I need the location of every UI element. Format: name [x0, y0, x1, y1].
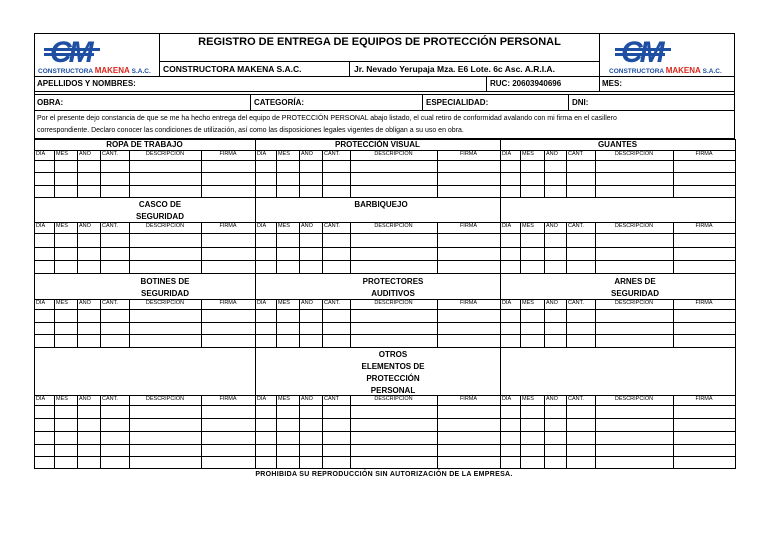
entry-cell[interactable]	[566, 247, 596, 261]
column-header-mes: MES	[56, 151, 68, 157]
column-header-mes: MES	[522, 223, 534, 229]
column-header-firma: FIRMA	[695, 151, 713, 157]
column-header-mes: MES	[278, 223, 290, 229]
column-header-descripcion: DESCRIPCIÓN	[145, 151, 185, 157]
entry-cell[interactable]	[544, 334, 567, 348]
entry-cell[interactable]	[54, 233, 78, 248]
entry-cell[interactable]	[276, 309, 300, 323]
entry-cell[interactable]	[500, 405, 521, 419]
column-header-firma: FIRMA	[459, 151, 478, 157]
column-header-cant: CANT.	[102, 300, 118, 306]
entry-cell[interactable]	[500, 418, 521, 432]
entry-cell[interactable]	[276, 418, 300, 432]
column-header-anio: AÑO	[79, 300, 91, 306]
entry-cell[interactable]	[673, 418, 736, 432]
entry-cell[interactable]	[437, 233, 501, 248]
entry-cell[interactable]	[500, 172, 521, 186]
entry-cell[interactable]	[350, 247, 438, 261]
column-header-cant: CANT	[324, 396, 339, 402]
column-header-descripcion: DESCRIPCIÓN	[614, 151, 654, 157]
column-header-cant: CANT	[568, 151, 583, 157]
entry-cell[interactable]	[500, 334, 521, 348]
column-header-dia: DIA	[257, 396, 267, 402]
section-casco-line-2: SEGURIDAD	[135, 212, 184, 221]
column-header-dia: DIA	[36, 396, 46, 402]
entry-cell[interactable]	[566, 309, 596, 323]
entry-cell[interactable]	[54, 247, 78, 261]
entry-cell[interactable]	[100, 247, 130, 261]
entry-cell[interactable]	[595, 456, 674, 469]
entry-cell[interactable]	[544, 456, 567, 469]
entry-cell[interactable]	[255, 309, 277, 323]
entry-cell[interactable]	[276, 233, 300, 248]
entry-cell[interactable]	[566, 334, 596, 348]
column-header-dia: DIA	[257, 300, 267, 306]
entry-cell[interactable]	[350, 309, 438, 323]
column-header-mes: MES	[278, 151, 290, 157]
entry-cell[interactable]	[520, 260, 545, 274]
entry-cell[interactable]	[673, 172, 736, 186]
entry-cell[interactable]	[566, 456, 596, 469]
entry-cell[interactable]	[544, 431, 567, 445]
obra-label: OBRA:	[37, 98, 64, 107]
entry-cell[interactable]	[350, 233, 438, 248]
column-header-dia: DIA	[36, 300, 46, 306]
entry-cell[interactable]	[129, 334, 202, 348]
entry-cell[interactable]	[34, 456, 55, 469]
column-header-descripcion: DESCRIPCIÓN	[145, 223, 185, 229]
entry-cell[interactable]	[299, 260, 323, 274]
column-header-dia: DIA	[502, 223, 512, 229]
entry-cell[interactable]	[54, 405, 78, 419]
entry-cell[interactable]	[299, 233, 323, 248]
section-header-cell	[500, 197, 736, 223]
entry-cell[interactable]	[673, 334, 736, 348]
entry-cell[interactable]	[500, 233, 521, 248]
entry-cell[interactable]	[322, 431, 351, 445]
entry-cell[interactable]	[255, 431, 277, 445]
entry-cell[interactable]	[255, 334, 277, 348]
entry-cell[interactable]	[673, 309, 736, 323]
entry-cell[interactable]	[322, 418, 351, 432]
entry-cell[interactable]	[673, 260, 736, 274]
column-header-firma: FIRMA	[459, 223, 478, 229]
entry-cell[interactable]	[255, 247, 277, 261]
entry-cell[interactable]	[129, 233, 202, 248]
column-header-anio: AÑO	[79, 396, 91, 402]
column-header-cant: CANT.	[324, 151, 340, 157]
entry-cell[interactable]	[595, 334, 674, 348]
entry-cell[interactable]	[350, 418, 438, 432]
entry-cell[interactable]	[54, 309, 78, 323]
entry-cell[interactable]	[350, 405, 438, 419]
apellidos-label: APELLIDOS Y NOMBRES:	[37, 79, 136, 88]
entry-cell[interactable]	[595, 405, 674, 419]
entry-cell[interactable]	[500, 431, 521, 445]
column-header-anio: AÑO	[301, 151, 313, 157]
column-header-anio: AÑO	[301, 396, 313, 402]
entry-cell[interactable]	[54, 456, 78, 469]
entry-cell[interactable]	[201, 172, 256, 186]
section-otros-line-1: OTROS	[378, 350, 408, 359]
column-header-anio: AÑO	[79, 151, 91, 157]
entry-cell[interactable]	[100, 431, 130, 445]
entry-cell[interactable]	[544, 247, 567, 261]
company-address: Jr. Nevado Yerupaja Mza. E6 Lote. 6c Asc. A.R.I.A.	[354, 64, 555, 74]
column-header-dia: DIA	[502, 300, 512, 306]
column-header-descripcion: DESCRIPCIÓN	[614, 396, 654, 402]
entry-cell[interactable]	[437, 334, 501, 348]
entry-cell[interactable]	[500, 456, 521, 469]
entry-cell[interactable]	[322, 334, 351, 348]
entry-cell[interactable]	[54, 418, 78, 432]
column-header-dia: DIA	[502, 151, 512, 157]
entry-cell[interactable]	[437, 309, 501, 323]
entry-cell[interactable]	[299, 418, 323, 432]
entry-cell[interactable]	[520, 233, 545, 248]
entry-cell[interactable]	[100, 334, 130, 348]
footer-notice: PROHIBIDA SU REPRODUCCIÓN SIN AUTORIZACIÓN DE LA EMPRESA.	[255, 471, 513, 478]
entry-cell[interactable]	[299, 172, 323, 186]
section-guantes: GUANTES	[597, 140, 638, 149]
entry-cell[interactable]	[276, 456, 300, 469]
entry-cell[interactable]	[299, 456, 323, 469]
company-logo-left	[36, 36, 160, 76]
column-header-dia: DIA	[36, 151, 46, 157]
entry-cell[interactable]	[255, 405, 277, 419]
entry-cell[interactable]	[129, 456, 202, 469]
entry-cell[interactable]	[437, 172, 501, 186]
entry-cell[interactable]	[673, 456, 736, 469]
entry-cell[interactable]	[100, 418, 130, 432]
entry-cell[interactable]	[322, 233, 351, 248]
column-header-dia: DIA	[257, 151, 267, 157]
entry-cell[interactable]	[520, 405, 545, 419]
entry-cell[interactable]	[520, 309, 545, 323]
entry-cell[interactable]	[276, 172, 300, 186]
entry-cell[interactable]	[100, 260, 130, 274]
column-header-cant: CANT.	[102, 396, 118, 402]
especialidad-label: ESPECIALIDAD:	[426, 98, 489, 107]
entry-cell[interactable]	[299, 309, 323, 323]
page-title: REGISTRO DE ENTREGA DE EQUIPOS DE PROTECCIÓN PERSONAL	[198, 36, 561, 48]
entry-cell[interactable]	[437, 431, 501, 445]
entry-cell[interactable]	[544, 418, 567, 432]
section-otros-line-2: ELEMENTOS DE	[361, 362, 425, 371]
logo-mark: CM	[50, 36, 91, 69]
entry-cell[interactable]	[566, 172, 596, 186]
column-header-cant: CANT.	[102, 223, 118, 229]
entry-cell[interactable]	[201, 456, 256, 469]
column-header-firma: FIRMA	[459, 300, 478, 306]
column-header-anio: AÑO	[301, 223, 313, 229]
section-casco-line-1: CASCO DE	[138, 200, 182, 209]
entry-cell[interactable]	[100, 405, 130, 419]
entry-cell[interactable]	[437, 247, 501, 261]
entry-cell[interactable]	[201, 334, 256, 348]
column-header-mes: MES	[278, 300, 290, 306]
entry-cell[interactable]	[299, 334, 323, 348]
column-header-mes: MES	[522, 300, 534, 306]
section-barbiquejo: BARBIQUEJO	[354, 200, 408, 209]
entry-cell[interactable]	[544, 260, 567, 274]
entry-cell[interactable]	[201, 233, 256, 248]
column-header-anio: AÑO	[546, 396, 558, 402]
company-logo-right	[607, 36, 731, 76]
section-otros-line-3: PROTECCIÓN	[366, 374, 420, 383]
entry-cell[interactable]	[34, 233, 55, 248]
column-header-mes: MES	[278, 396, 290, 402]
column-header-mes: MES	[56, 223, 68, 229]
column-header-mes: MES	[56, 300, 68, 306]
entry-cell[interactable]	[255, 233, 277, 248]
column-header-descripcion: DESCRIPCIÓN	[145, 300, 185, 306]
entry-cell[interactable]	[595, 431, 674, 445]
entry-cell[interactable]	[255, 418, 277, 432]
entry-cell[interactable]	[54, 172, 78, 186]
entry-cell[interactable]	[350, 456, 438, 469]
entry-cell[interactable]	[77, 309, 101, 323]
entry-cell[interactable]	[595, 172, 674, 186]
entry-cell[interactable]	[77, 260, 101, 274]
entry-cell[interactable]	[77, 247, 101, 261]
column-header-anio: AÑO	[546, 151, 558, 157]
column-header-descripcion: DESCRIPCIÓN	[374, 223, 413, 229]
entry-cell[interactable]	[255, 260, 277, 274]
entry-cell[interactable]	[566, 418, 596, 432]
section-botines-line-2: SEGURIDAD	[140, 289, 189, 298]
section-arnes-line-2: SEGURIDAD	[610, 289, 659, 298]
entry-cell[interactable]	[350, 172, 438, 186]
column-header-mes: MES	[522, 396, 534, 402]
column-header-mes: MES	[522, 151, 534, 157]
entry-cell[interactable]	[54, 431, 78, 445]
entry-cell[interactable]	[595, 233, 674, 248]
entry-cell[interactable]	[437, 456, 501, 469]
ruc-value: RUC: 20603940696	[490, 79, 562, 88]
column-header-firma: FIRMA	[695, 396, 713, 402]
entry-cell[interactable]	[129, 172, 202, 186]
obra-field[interactable]	[34, 94, 251, 111]
entry-cell[interactable]	[100, 233, 130, 248]
section-protectores-line-2: AUDITIVOS	[371, 289, 415, 298]
entry-cell[interactable]	[276, 405, 300, 419]
entry-cell[interactable]	[673, 233, 736, 248]
entry-cell[interactable]	[34, 405, 55, 419]
entry-cell[interactable]	[201, 405, 256, 419]
entry-cell[interactable]	[201, 431, 256, 445]
entry-cell[interactable]	[299, 405, 323, 419]
entry-cell[interactable]	[201, 260, 256, 274]
entry-cell[interactable]	[500, 260, 521, 274]
entry-cell[interactable]	[544, 233, 567, 248]
entry-cell[interactable]	[34, 334, 55, 348]
entry-cell[interactable]	[520, 334, 545, 348]
entry-cell[interactable]	[500, 309, 521, 323]
company-name: CONSTRUCTORA MAKENA S.A.C.	[163, 64, 302, 74]
entry-cell[interactable]	[520, 418, 545, 432]
column-header-cant: CANT.	[324, 223, 340, 229]
entry-cell[interactable]	[566, 260, 596, 274]
entry-cell[interactable]	[100, 309, 130, 323]
column-header-descripcion: DESCRIPCIÓN	[145, 396, 185, 402]
column-header-cant: CANT.	[102, 151, 118, 157]
entry-cell[interactable]	[129, 418, 202, 432]
entry-cell[interactable]	[77, 418, 101, 432]
column-header-anio: AÑO	[546, 300, 558, 306]
entry-cell[interactable]	[255, 456, 277, 469]
entry-cell[interactable]	[520, 172, 545, 186]
entry-cell[interactable]	[437, 418, 501, 432]
entry-cell[interactable]	[77, 233, 101, 248]
column-header-dia: DIA	[257, 223, 267, 229]
entry-cell[interactable]	[566, 405, 596, 419]
entry-cell[interactable]	[520, 431, 545, 445]
entry-cell[interactable]	[276, 334, 300, 348]
dni-field[interactable]	[568, 94, 735, 111]
entry-cell[interactable]	[299, 247, 323, 261]
column-header-mes: MES	[56, 396, 68, 402]
entry-cell[interactable]	[54, 334, 78, 348]
column-header-firma: FIRMA	[459, 396, 478, 402]
entry-cell[interactable]	[34, 172, 55, 186]
entry-cell[interactable]	[673, 405, 736, 419]
section-otros-line-4: PERSONAL	[370, 386, 416, 395]
column-header-anio: AÑO	[79, 223, 91, 229]
entry-cell[interactable]	[129, 309, 202, 323]
column-header-dia: DIA	[36, 223, 46, 229]
entry-cell[interactable]	[437, 260, 501, 274]
column-header-descripcion: DESCRIPCIÓN	[374, 300, 413, 306]
column-header-descripcion: DESCRIPCIÓN	[614, 223, 654, 229]
entry-cell[interactable]	[276, 431, 300, 445]
entry-cell[interactable]	[100, 456, 130, 469]
entry-cell[interactable]	[201, 418, 256, 432]
column-header-descripcion: DESCRIPCIÓN	[374, 151, 413, 157]
entry-cell[interactable]	[276, 260, 300, 274]
statement-line-2: correspondiente. Declaro conocer las condiciones de utilización, así como las disposiciones legales vigentes de obligan a su uso en obra.	[37, 127, 464, 134]
logo-subtitle: CONSTRUCTORA MAKENA S.A.C.	[38, 66, 151, 75]
entry-cell[interactable]	[299, 431, 323, 445]
entry-cell[interactable]	[129, 431, 202, 445]
entry-cell[interactable]	[595, 260, 674, 274]
section-ropa-de-trabajo: ROPA DE TRABAJO	[106, 140, 183, 149]
entry-cell[interactable]	[322, 405, 351, 419]
entry-cell[interactable]	[437, 405, 501, 419]
column-header-cant: CANT.	[324, 300, 340, 306]
column-header-descripcion: DESCRIPCIÓN	[614, 300, 654, 306]
entry-cell[interactable]	[595, 309, 674, 323]
entry-cell[interactable]	[322, 247, 351, 261]
entry-cell[interactable]	[129, 405, 202, 419]
entry-cell[interactable]	[350, 260, 438, 274]
entry-cell[interactable]	[129, 260, 202, 274]
entry-cell[interactable]	[350, 431, 438, 445]
entry-cell[interactable]	[77, 405, 101, 419]
entry-cell[interactable]	[544, 405, 567, 419]
entry-cell[interactable]	[201, 247, 256, 261]
statement-line-1: Por el presente dejo constancia de que se me ha hecho entrega del equipo de PROTECCIÓN PERSONAL abajo listado, el cual retiro de conformidad avalando con mi firma en el casillero	[37, 115, 617, 122]
column-header-cant: CANT.	[568, 300, 584, 306]
column-header-descripcion: DESCRIPCIÓN	[374, 396, 413, 402]
entry-cell[interactable]	[77, 172, 101, 186]
column-header-firma: FIRMA	[695, 300, 713, 306]
section-botines-line-1: BOTINES DE	[140, 277, 190, 286]
entry-cell[interactable]	[544, 172, 567, 186]
entry-cell[interactable]	[673, 247, 736, 261]
column-header-cant: CANT.	[568, 223, 584, 229]
entry-cell[interactable]	[673, 431, 736, 445]
entry-cell[interactable]	[129, 247, 202, 261]
entry-cell[interactable]	[100, 172, 130, 186]
logo-mark: CM	[621, 36, 662, 69]
column-header-firma: FIRMA	[219, 396, 237, 402]
entry-cell[interactable]	[34, 431, 55, 445]
entry-cell[interactable]	[276, 247, 300, 261]
entry-cell[interactable]	[34, 247, 55, 261]
section-header-cell	[500, 347, 736, 396]
entry-cell[interactable]	[201, 309, 256, 323]
entry-cell[interactable]	[322, 456, 351, 469]
section-arnes-line-1: ARNES DE	[614, 277, 656, 286]
entry-cell[interactable]	[520, 247, 545, 261]
mes-label: MES:	[602, 79, 622, 88]
column-header-dia: DIA	[502, 396, 512, 402]
entry-cell[interactable]	[322, 309, 351, 323]
entry-cell[interactable]	[255, 172, 277, 186]
entry-cell[interactable]	[322, 172, 351, 186]
entry-cell[interactable]	[520, 456, 545, 469]
entry-cell[interactable]	[34, 418, 55, 432]
entry-cell[interactable]	[322, 260, 351, 274]
entry-cell[interactable]	[566, 233, 596, 248]
entry-cell[interactable]	[566, 431, 596, 445]
section-protectores-line-1: PROTECTORES	[362, 277, 424, 286]
section-proteccion-visual: PROTECCIÓN VISUAL	[335, 140, 420, 149]
column-header-anio: AÑO	[301, 300, 313, 306]
entry-cell[interactable]	[77, 456, 101, 469]
entry-cell[interactable]	[350, 334, 438, 348]
entry-cell[interactable]	[595, 247, 674, 261]
entry-cell[interactable]	[500, 247, 521, 261]
column-header-firma: FIRMA	[695, 223, 713, 229]
categoria-label: CATEGORÍA:	[254, 98, 305, 107]
entry-cell[interactable]	[34, 260, 55, 274]
dni-label: DNI:	[572, 98, 589, 107]
entry-cell[interactable]	[595, 418, 674, 432]
logo-subtitle: CONSTRUCTORA MAKENA S.A.C.	[609, 66, 722, 75]
entry-cell[interactable]	[54, 260, 78, 274]
entry-cell[interactable]	[544, 309, 567, 323]
column-header-firma: FIRMA	[219, 223, 237, 229]
column-header-firma: FIRMA	[219, 151, 237, 157]
section-header-cell	[34, 347, 256, 396]
column-header-firma: FIRMA	[219, 300, 237, 306]
column-header-cant: CANT.	[568, 396, 584, 402]
entry-cell[interactable]	[77, 334, 101, 348]
entry-cell[interactable]	[34, 309, 55, 323]
entry-cell[interactable]	[77, 431, 101, 445]
column-header-anio: AÑO	[546, 223, 558, 229]
